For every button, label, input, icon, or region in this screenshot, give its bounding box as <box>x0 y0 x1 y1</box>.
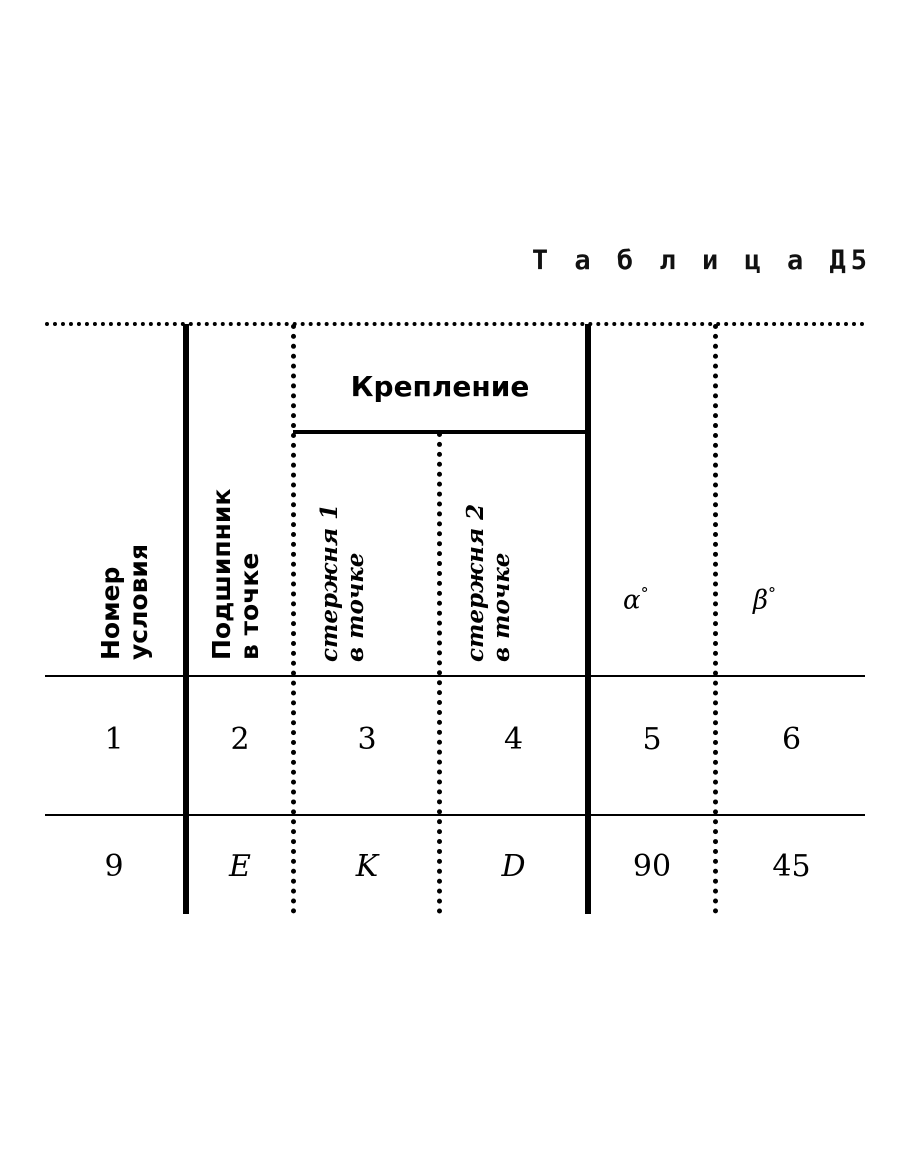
numbering-cell-6: 6 <box>781 722 802 757</box>
col-divider-4 <box>585 324 591 914</box>
table-caption: Т а б л и ц а Д5 <box>531 245 872 276</box>
data-cell-beta: 45 <box>772 849 811 884</box>
header-rod1-point <box>317 504 369 662</box>
data-cell-bearing: E <box>229 849 251 884</box>
header-beta-degree: ° <box>768 584 777 603</box>
numbering-cell-1: 1 <box>104 722 124 757</box>
numbering-cell-3: 3 <box>357 722 377 757</box>
numbering-cell-2: 2 <box>230 722 250 757</box>
data-cell-rod1: K <box>355 849 379 884</box>
numbering-cell-5: 5 <box>642 722 662 757</box>
header-rod2-point <box>463 504 515 662</box>
header-condition-number-line2: условия <box>124 544 153 660</box>
numbering-cell-4: 4 <box>503 722 524 757</box>
merged-header-underline <box>293 430 587 434</box>
col-divider-5 <box>713 324 718 914</box>
table-top-border <box>45 322 865 326</box>
header-alpha-symbol: α <box>623 585 641 616</box>
header-bearing-point-line1: Подшипник <box>207 488 236 660</box>
header-beta <box>753 584 776 616</box>
header-bearing-point <box>208 489 264 660</box>
data-cell-condition: 9 <box>104 849 124 884</box>
header-rod1-point-line1: стержня 1 <box>316 503 343 662</box>
col-divider-2 <box>291 324 296 914</box>
header-condition-number <box>97 544 153 660</box>
header-condition-number-line1: Номер <box>96 566 125 660</box>
col-divider-3 <box>437 432 442 914</box>
header-beta-symbol: β <box>753 585 769 616</box>
table-d5 <box>45 322 865 917</box>
col-divider-1 <box>183 324 189 914</box>
header-alpha-degree: ° <box>640 584 649 603</box>
header-alpha <box>623 584 649 616</box>
header-bearing-point-line2: в точке <box>235 552 264 660</box>
header-rod2-point-line2: в точке <box>487 552 515 662</box>
header-bottom-border <box>45 675 865 677</box>
numbering-row-border <box>45 814 865 816</box>
merged-header-krepleniye: Крепление <box>350 370 530 403</box>
header-rod1-point-line2: в точке <box>341 552 369 662</box>
data-cell-alpha: 90 <box>632 849 672 884</box>
header-rod2-point-line1: стержня 2 <box>462 503 489 662</box>
data-cell-rod2: D <box>501 849 526 884</box>
